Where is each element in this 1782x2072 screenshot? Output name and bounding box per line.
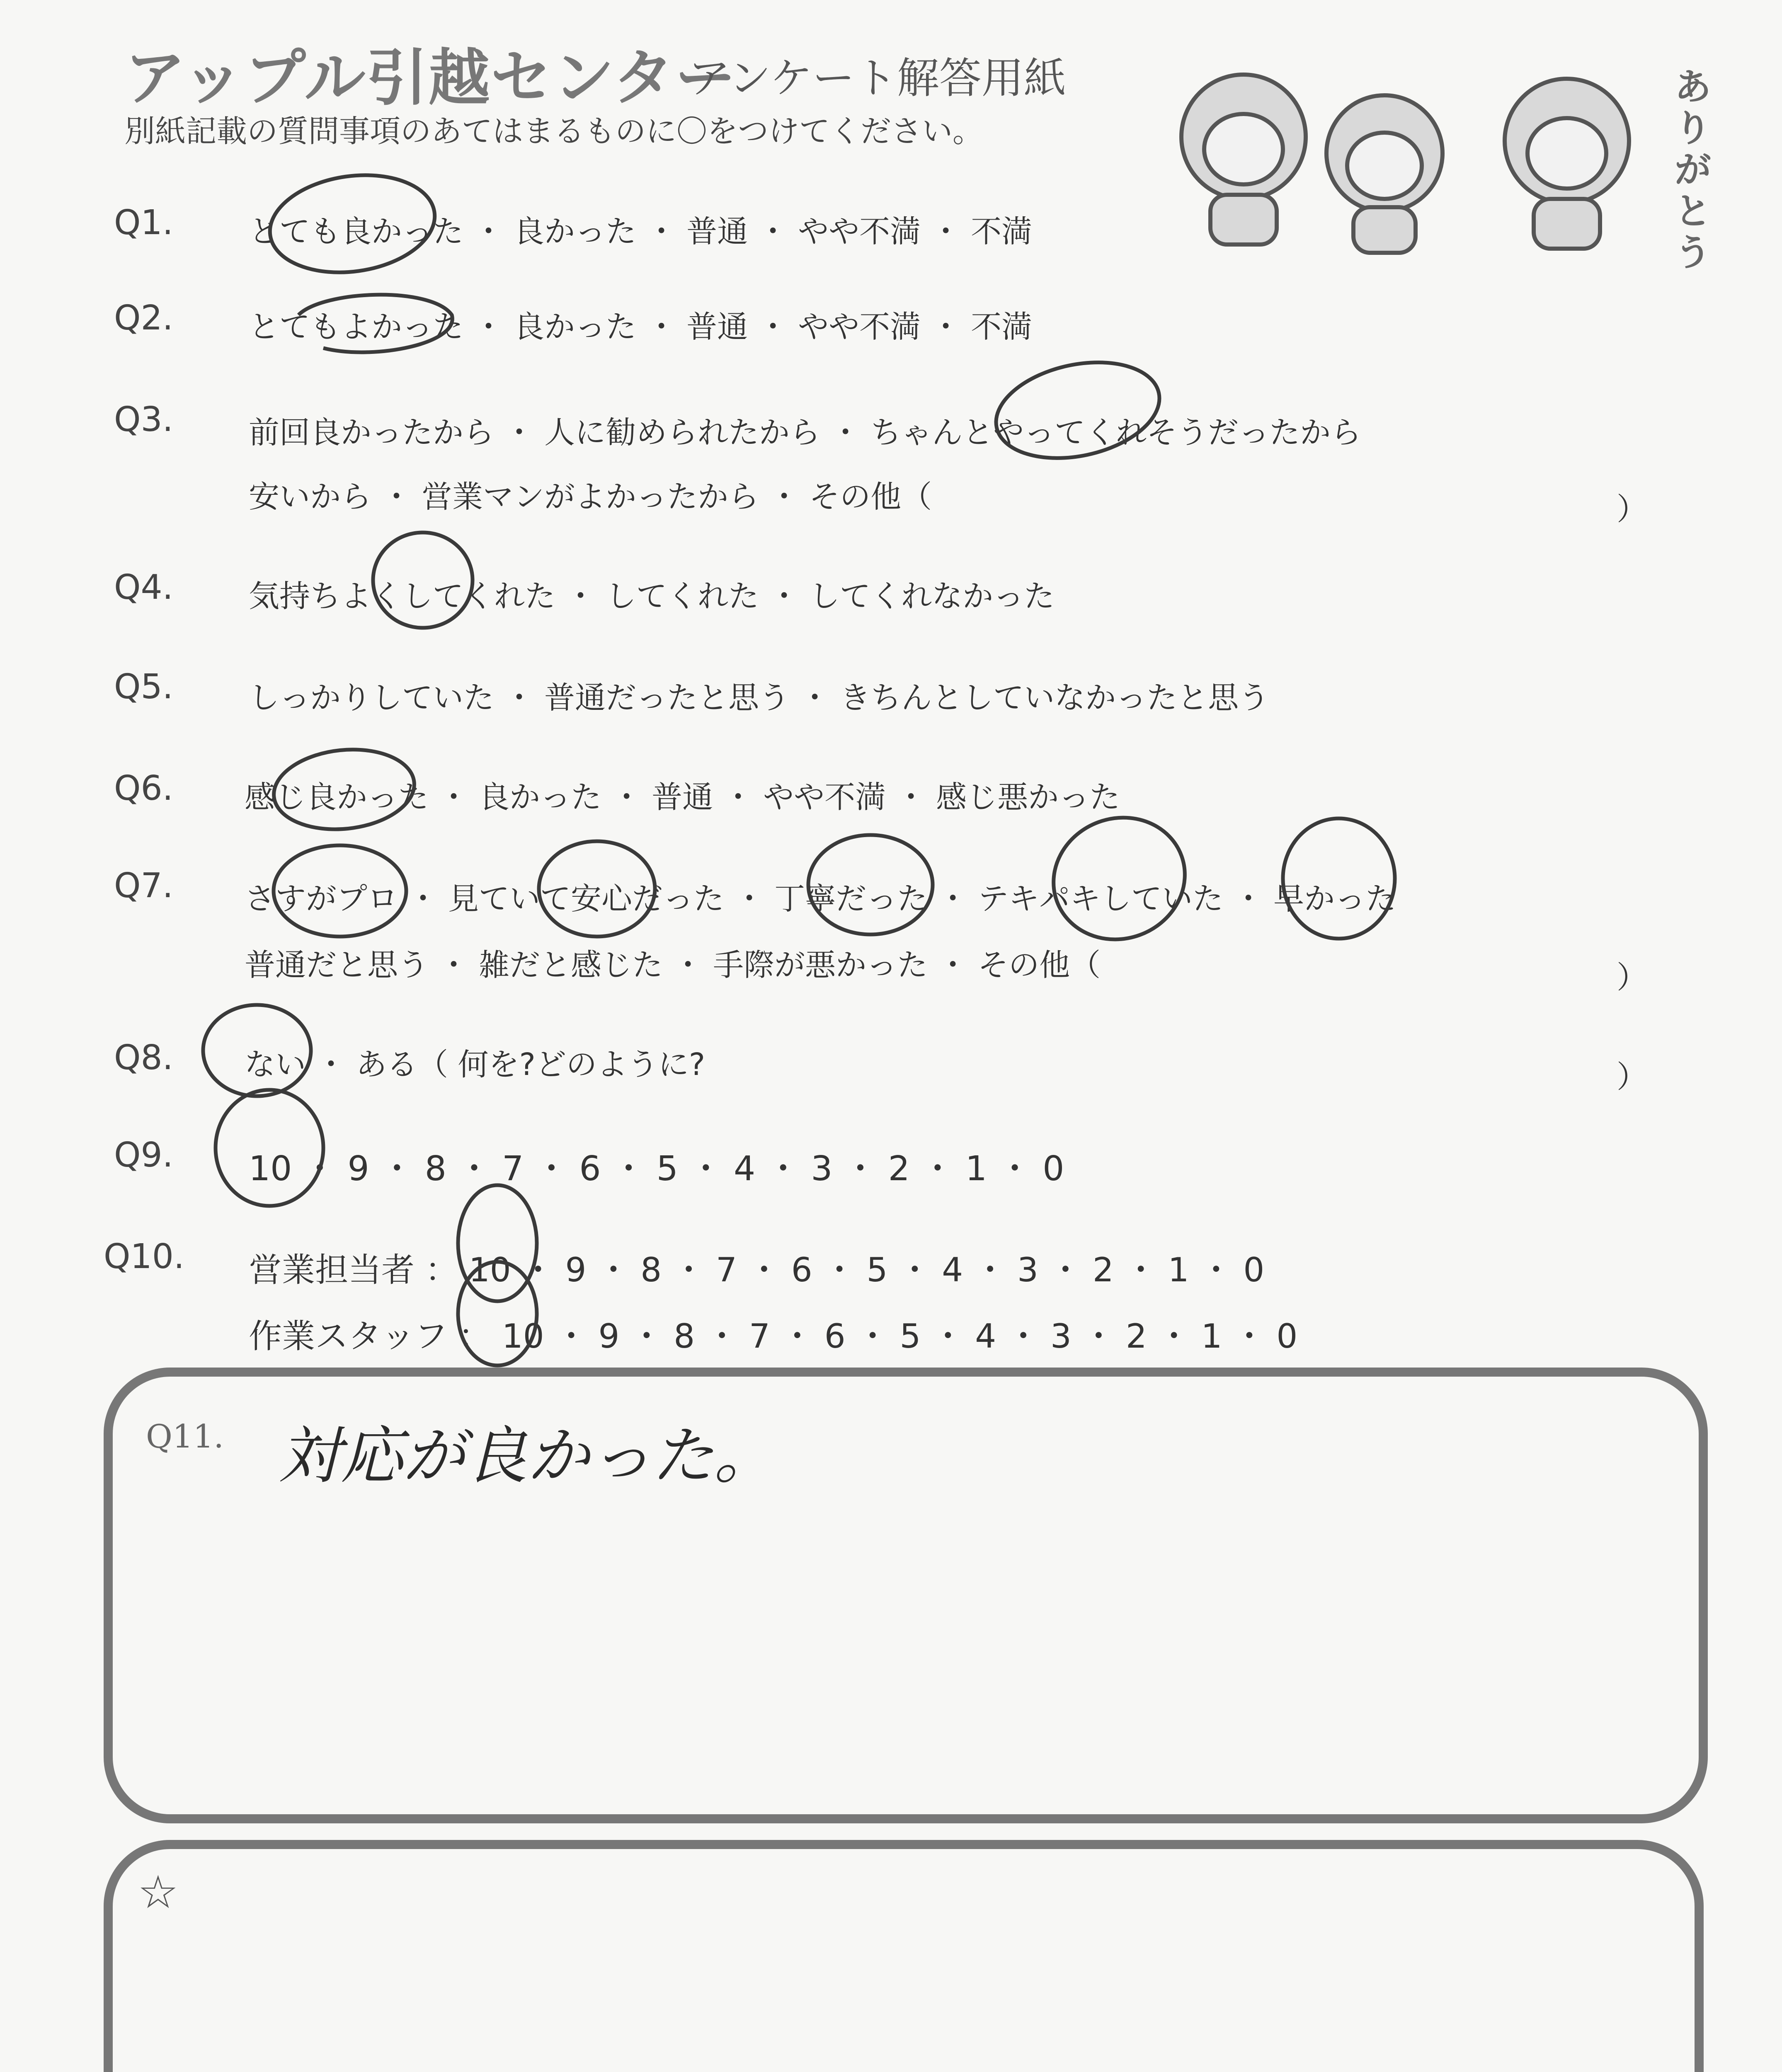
q3-options-line1: 前回良かったから ・ 人に勧められたから ・ ちゃんとやってくれそうだったから [249,415,1362,450]
q3-circle-mark [987,349,1169,472]
q9-circle-mark [216,1090,323,1206]
q7-circle-mark-2 [539,841,655,937]
mascot-caption: ありがとう [1675,65,1712,274]
form-title: アップル引越センター [124,42,737,114]
q4-circle-mark [373,533,473,628]
q3-label: Q3. [114,400,173,439]
q9-label: Q9. [114,1135,173,1175]
instruction-text: 別紙記載の質問事項のあてはまるものに〇をつけてください。 [124,114,983,149]
q7-circle-mark-1 [274,845,406,937]
q7-circle-mark-3 [808,835,933,934]
q6-options: 感じ良かった ・ 良かった ・ 普通 ・ やや不満 ・ 感じ悪かった [245,779,1120,815]
q2-circle-mark [298,295,452,352]
q7-options-line2: 普通だと思う ・ 雑だと感じた ・ 手際が悪かった ・ その他（ [245,947,1101,983]
q10-sales-options: 営業担当者 ： 10 ・ 9 ・ 8 ・ 7 ・ 6 ・ 5 ・ 4 ・ 3 ・ 2 ・ 1 ・ 0 [249,1251,1265,1289]
q6-circle-mark [270,743,418,836]
q2-options: とてもよかった ・ 良かった ・ 普通 ・ やや不満 ・ 不満 [249,309,1033,345]
q10-label: Q10. [104,1237,184,1276]
q11-label: Q11. [146,1418,224,1455]
q7-close-paren: ） [1617,960,1647,995]
q11-handwritten-answer: 対応が良かった。 [279,1420,776,1492]
q10-staff-circle-mark [458,1262,537,1365]
q7-label: Q7. [114,866,173,905]
q10-staff-options: 作業スタッフ ： 10 ・ 9 ・ 8 ・ 7 ・ 6 ・ 5 ・ 4 ・ 3 ・ 2 ・ 1 ・ 0 [249,1317,1298,1356]
q11-answer-box [104,1368,1708,1823]
q10-sales-circle-mark [458,1185,537,1301]
star-icon: ☆ [138,1866,179,1919]
q3-options-line2: 安いから ・ 営業マンがよかったから ・ その他（ [249,479,932,515]
q6-label: Q6. [114,769,173,808]
form-subtitle: アンケート解答用紙 [688,54,1066,103]
star-comment-box [104,1840,1704,2072]
q8-circle-mark [203,1005,311,1096]
q4-options: 気持ちよくしてくれた ・ してくれた ・ してくれなかった [249,579,1055,614]
q8-options: ない ・ ある（ 何を?どのように? [245,1047,706,1082]
q1-options: とても良かった ・ 良かった ・ 普通 ・ やや不満 ・ 不満 [249,214,1033,249]
q3-close-paren: ） [1617,491,1647,527]
q2-label: Q2. [114,298,173,338]
q7-options-line1: さすがプロ ・ 見ていて安心だった ・ 丁寧だった ・ テキパキしていた ・ 早かった [245,881,1397,917]
q5-options: しっかりしていた ・ 普通だったと思う ・ きちんとしていなかったと思う [249,680,1270,716]
q4-label: Q4. [114,568,173,607]
q7-circle-mark-5 [1283,818,1395,939]
q8-close-paren: ） [1617,1059,1647,1095]
q8-label: Q8. [114,1038,173,1077]
q1-label: Q1. [114,203,173,242]
q1-circle-mark [264,165,441,282]
q7-circle-mark-4 [1036,799,1202,958]
q5-label: Q5. [114,667,173,707]
q9-options: 10 ・ 9 ・ 8 ・ 7 ・ 6 ・ 5 ・ 4 ・ 3 ・ 2 ・ 1 ・ 0 [249,1149,1064,1188]
